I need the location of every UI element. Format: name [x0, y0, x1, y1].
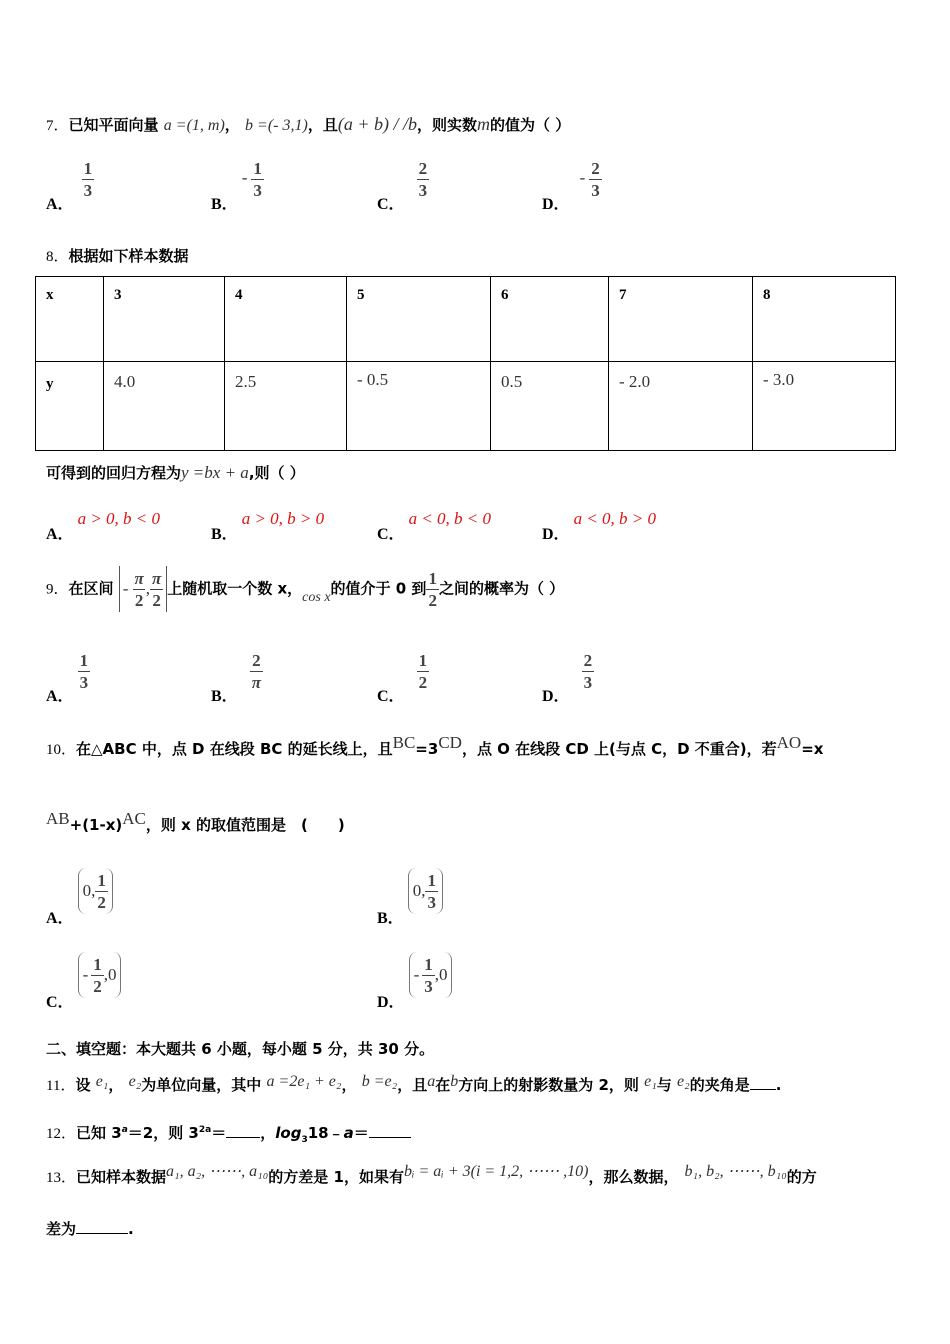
q12-text-then: ＝2，则 3 — [127, 1124, 199, 1142]
q8-option-c-expr: a < 0, b < 0 — [408, 509, 492, 528]
q10-d-den: 3 — [424, 976, 433, 996]
q7-option-b-label: B． — [211, 196, 238, 214]
q7-parallel-condition: (a + b) / /b — [337, 114, 417, 134]
q10-text-eqx: =x — [801, 740, 824, 758]
q7-option-d-fraction — [589, 160, 602, 199]
q12-blank-1[interactable] — [226, 1137, 260, 1138]
table-cell: 3 — [104, 277, 225, 362]
table-cell: 4.0 — [104, 362, 225, 451]
q9-two-left: 2 — [134, 590, 144, 610]
q9-text: 在区间 — [68, 579, 114, 598]
q7-option-c-fraction — [417, 160, 430, 199]
q11-a-def: a =2e₁ + e₂ — [266, 1073, 342, 1090]
q11-a: a — [427, 1073, 436, 1090]
q12-number: 12． — [46, 1126, 77, 1142]
q11-text-proj: 方向上的射影数量为 2，则 — [458, 1076, 639, 1094]
q9-option-b[interactable] — [211, 651, 263, 706]
q10-a-fraction — [95, 872, 108, 911]
q11-comma2: ， — [341, 1076, 357, 1094]
q8-stem — [46, 245, 189, 266]
q12-log-base: 3 — [301, 1135, 308, 1145]
q9-interval — [119, 566, 167, 612]
q13-text-then: ，那么数据， — [588, 1168, 679, 1186]
q9-text-random: 上随机取一个数 x， — [167, 579, 303, 598]
q8-option-c[interactable] — [377, 506, 492, 543]
q10-b-left: 0, — [412, 881, 426, 900]
q9-number: 9． — [46, 581, 69, 598]
q9-option-b-fraction — [250, 652, 263, 691]
q9-d-den: 3 — [583, 673, 593, 692]
q9-option-d-fraction — [582, 652, 595, 691]
q12-a: a — [343, 1124, 354, 1142]
q9-a-den: 3 — [79, 673, 89, 692]
q10-vec-ac: AC — [122, 809, 146, 828]
table-cell: - 3.0 — [753, 362, 896, 451]
q8-option-d[interactable] — [542, 506, 657, 543]
q7-vector-b: b =(- 3,1) — [245, 117, 308, 134]
q8-option-b-label: B． — [211, 526, 238, 543]
q12-eq2: ＝ — [353, 1124, 369, 1142]
q11-text-angle: 的夹角是 — [689, 1076, 750, 1094]
table-cell: 8 — [753, 277, 896, 362]
table-cell: 6 — [491, 277, 609, 362]
q7-option-c-label: C． — [377, 196, 405, 214]
q10-b-den: 3 — [427, 892, 436, 912]
q13-stem-line1 — [46, 1163, 817, 1187]
q7-d-num: 2 — [591, 159, 600, 178]
q8-title: 根据如下样本数据 — [68, 247, 189, 265]
q9-half-den: 2 — [428, 590, 437, 610]
q9-interval-left — [132, 570, 145, 609]
q11-text-on: 在 — [435, 1076, 451, 1094]
q10-option-d[interactable] — [377, 952, 452, 1011]
q7-c-den: 3 — [418, 181, 428, 200]
q10-c-den: 2 — [93, 976, 102, 996]
q10-a-den: 2 — [97, 892, 106, 912]
q7-option-c[interactable] — [377, 159, 429, 214]
q9-a-num: 1 — [79, 651, 89, 670]
q9-d-num: 2 — [583, 651, 593, 670]
q7-a-den: 3 — [83, 181, 93, 200]
q13-relation: bᵢ = aᵢ + 3(i = 1,2, ⋯⋯ ,10) — [403, 1163, 589, 1180]
q8-text: 可得到的回归方程为 — [46, 464, 182, 482]
q11-number: 11． — [46, 1078, 76, 1094]
q10-a-left: 0, — [82, 881, 96, 900]
q8-option-b-expr: a > 0, b > 0 — [241, 509, 325, 528]
q8-option-c-label: C． — [377, 526, 405, 543]
q10-a-num: 1 — [97, 870, 106, 890]
q9-b-num: 2 — [252, 651, 261, 670]
q7-option-d[interactable] — [542, 159, 602, 214]
q7-m: m — [476, 114, 490, 134]
q11-e2-again: e₂ — [677, 1073, 690, 1090]
q10-option-b-label: B． — [377, 909, 404, 927]
q10-b-num: 1 — [427, 870, 436, 890]
q7-text: 已知平面向量 — [68, 116, 159, 134]
q8-equation: y =bx + a — [181, 463, 249, 482]
q7-option-a-label: A． — [46, 196, 74, 214]
q10-option-a[interactable] — [46, 868, 113, 927]
q9-half — [426, 570, 439, 609]
q10-d-fraction — [422, 956, 435, 995]
q10-text-point-o: ，点 O 在线段 CD 上(与点 C，D 不重合)，若 — [461, 740, 777, 758]
q12-sup-a: a — [121, 1125, 128, 1135]
q13-seq-b: b₁, b₂, ⋯⋯, b₁₀ — [684, 1163, 787, 1180]
q9-option-c-fraction — [417, 652, 430, 691]
q11-text-and: ，且 — [397, 1076, 428, 1094]
q10-option-b[interactable] — [377, 868, 443, 927]
q9-b-den: π — [251, 673, 261, 692]
q12-stem — [46, 1122, 411, 1145]
q11-answer-blank[interactable] — [750, 1089, 776, 1090]
q10-stem-line1 — [46, 733, 824, 759]
q10-c-sign: - — [82, 965, 89, 984]
q12-blank-2[interactable] — [369, 1137, 411, 1138]
q10-number: 10． — [46, 742, 77, 758]
q8-text-then: ,则（ ） — [248, 464, 305, 482]
q10-c-num: 1 — [93, 954, 102, 974]
q10-c-fraction — [91, 956, 104, 995]
q9-option-c[interactable] — [377, 651, 429, 706]
q7-option-d-label: D． — [542, 196, 570, 214]
q11-e1-again: e₁ — [644, 1073, 657, 1090]
q11-comma: ， — [108, 1076, 124, 1094]
q10-vec-bc: BC — [392, 733, 416, 752]
q7-text-real: ，则实数 — [416, 116, 477, 134]
q9-option-a-label: A． — [46, 688, 74, 706]
q10-d-num: 1 — [424, 954, 433, 974]
table-cell: - 0.5 — [347, 362, 491, 451]
q8-option-a-label: A． — [46, 526, 74, 543]
table-row — [36, 277, 896, 362]
q11-e2: e₂ — [128, 1073, 142, 1090]
q8-option-d-label: D． — [542, 526, 570, 543]
q9-half-num: 1 — [428, 568, 437, 588]
q13-period: . — [128, 1220, 134, 1238]
q7-text-and: ，且 — [307, 116, 338, 134]
q7-option-b-fraction — [251, 160, 264, 199]
q7-option-a-fraction — [82, 160, 95, 199]
q11-text-unit: 为单位向量，其中 — [141, 1076, 262, 1094]
q7-number: 7． — [46, 118, 69, 134]
q9-stem — [46, 566, 564, 612]
table-cell: 5 — [347, 277, 491, 362]
q10-option-c[interactable] — [46, 952, 121, 1011]
q10-option-a-label: A． — [46, 909, 74, 927]
q10-vec-ao: AO — [776, 733, 802, 752]
q13-text-var: 的方差是 1，如果有 — [268, 1168, 404, 1186]
q10-vec-cd: CD — [438, 733, 462, 752]
q12-eq1: ＝ — [211, 1124, 227, 1142]
table-cell: 0.5 — [491, 362, 609, 451]
q9-option-a[interactable] — [46, 651, 90, 706]
q13-text-variance: 差为 — [46, 1220, 77, 1238]
q10-text: 在△ABC 中，点 D 在线段 BC 的延长线上，且 — [76, 740, 393, 758]
q11-text-with: 与 — [656, 1076, 672, 1094]
q9-c-den: 2 — [418, 673, 428, 692]
q12-comma: ， — [260, 1124, 276, 1142]
table-cell: 7 — [609, 277, 753, 362]
q12-log: log — [275, 1124, 302, 1142]
q7-a-num: 1 — [83, 159, 93, 178]
q13-answer-blank[interactable] — [76, 1233, 128, 1234]
q13-seq-a: a₁, a₂, ⋯⋯, a₁₀ — [166, 1163, 269, 1180]
table-cell: - 2.0 — [609, 362, 753, 451]
q10-option-c-label: C． — [46, 993, 74, 1011]
q9-interval-comma: , — [145, 579, 150, 598]
q11-period: . — [775, 1076, 782, 1094]
q11-b-def: b =e₂ — [361, 1073, 398, 1090]
q10-option-b-interval — [408, 868, 443, 914]
q9-text-between: 的值介于 0 到 — [330, 579, 427, 598]
table-cell: y — [36, 362, 104, 451]
q10-b-fraction — [425, 872, 438, 911]
q9-option-c-label: C． — [377, 688, 405, 706]
q9-interval-right — [150, 570, 163, 609]
q7-option-a[interactable] — [46, 159, 94, 214]
q11-b: b — [450, 1073, 459, 1090]
table-cell: 2.5 — [225, 362, 347, 451]
q12-text: 已知 3 — [76, 1124, 122, 1142]
q10-option-d-label: D． — [377, 993, 405, 1011]
q9-pi-right: π — [151, 568, 162, 588]
q9-two-right: 2 — [152, 590, 161, 610]
q9-option-b-label: B． — [211, 688, 238, 706]
q10-option-c-interval — [78, 952, 122, 998]
table-cell: x — [36, 277, 104, 362]
q9-option-a-fraction — [78, 652, 91, 691]
q7-c-num: 2 — [418, 159, 428, 178]
q10-option-d-interval — [409, 952, 453, 998]
q13-text: 已知样本数据 — [76, 1168, 167, 1186]
q7-b-num: 1 — [253, 159, 262, 178]
q10-d-right: ,0 — [434, 965, 448, 984]
q7-vector-a: a =(1, m) — [163, 117, 225, 134]
q8-option-a[interactable] — [46, 506, 161, 543]
q10-stem-line2 — [46, 809, 345, 835]
q9-c-num: 1 — [418, 651, 428, 670]
q11-e1: e₁ — [95, 1073, 109, 1090]
q9-interval-neg: - — [122, 579, 129, 598]
table-cell: 4 — [225, 277, 347, 362]
q8-regression-line — [46, 462, 305, 483]
q9-option-d[interactable] — [542, 651, 594, 706]
q10-vec-ab: AB — [46, 809, 70, 828]
table-row — [36, 362, 896, 451]
q13-stem-line2 — [46, 1218, 134, 1239]
q9-cos: cos x — [302, 589, 331, 605]
q12-sup-2a: 2a — [198, 1125, 212, 1135]
q8-sample-table — [35, 276, 896, 451]
q8-option-d-expr: a < 0, b > 0 — [573, 509, 657, 528]
q7-text-value: 的值为（ ） — [489, 116, 571, 134]
section-heading: 二、填空题：本大题共 6 小题，每小题 5 分，共 30 分。 — [46, 1040, 435, 1058]
q10-text-range: ，则 x 的取值范围是 ( ) — [145, 816, 345, 834]
q8-option-b[interactable] — [211, 506, 325, 543]
q9-text-prob: 之间的概率为（ ） — [438, 579, 565, 598]
q7-comma: ， — [224, 116, 240, 134]
q13-number: 13． — [46, 1170, 77, 1186]
q11-stem — [46, 1074, 781, 1095]
q7-d-den: 3 — [591, 181, 600, 200]
q11-text: 设 — [75, 1076, 91, 1094]
q7-b-sign: - — [241, 168, 248, 188]
q10-d-sign: - — [413, 965, 420, 984]
q9-pi-left: π — [134, 568, 144, 588]
q7-stem — [46, 114, 570, 135]
q13-text-of: 的方 — [786, 1168, 817, 1186]
q10-text-coef: +(1-x) — [69, 816, 123, 834]
q7-option-b[interactable] — [211, 159, 264, 214]
q10-c-right: ,0 — [103, 965, 117, 984]
q8-option-a-expr: a > 0, b < 0 — [77, 509, 161, 528]
q7-b-den: 3 — [253, 181, 262, 200]
q12-text-18: 18﹣ — [307, 1124, 344, 1142]
q10-option-a-interval — [78, 868, 113, 914]
q7-d-sign: - — [579, 168, 586, 188]
q9-option-d-label: D． — [542, 688, 570, 706]
q10-text-eq3: =3 — [415, 740, 439, 758]
q8-number: 8． — [46, 249, 69, 265]
